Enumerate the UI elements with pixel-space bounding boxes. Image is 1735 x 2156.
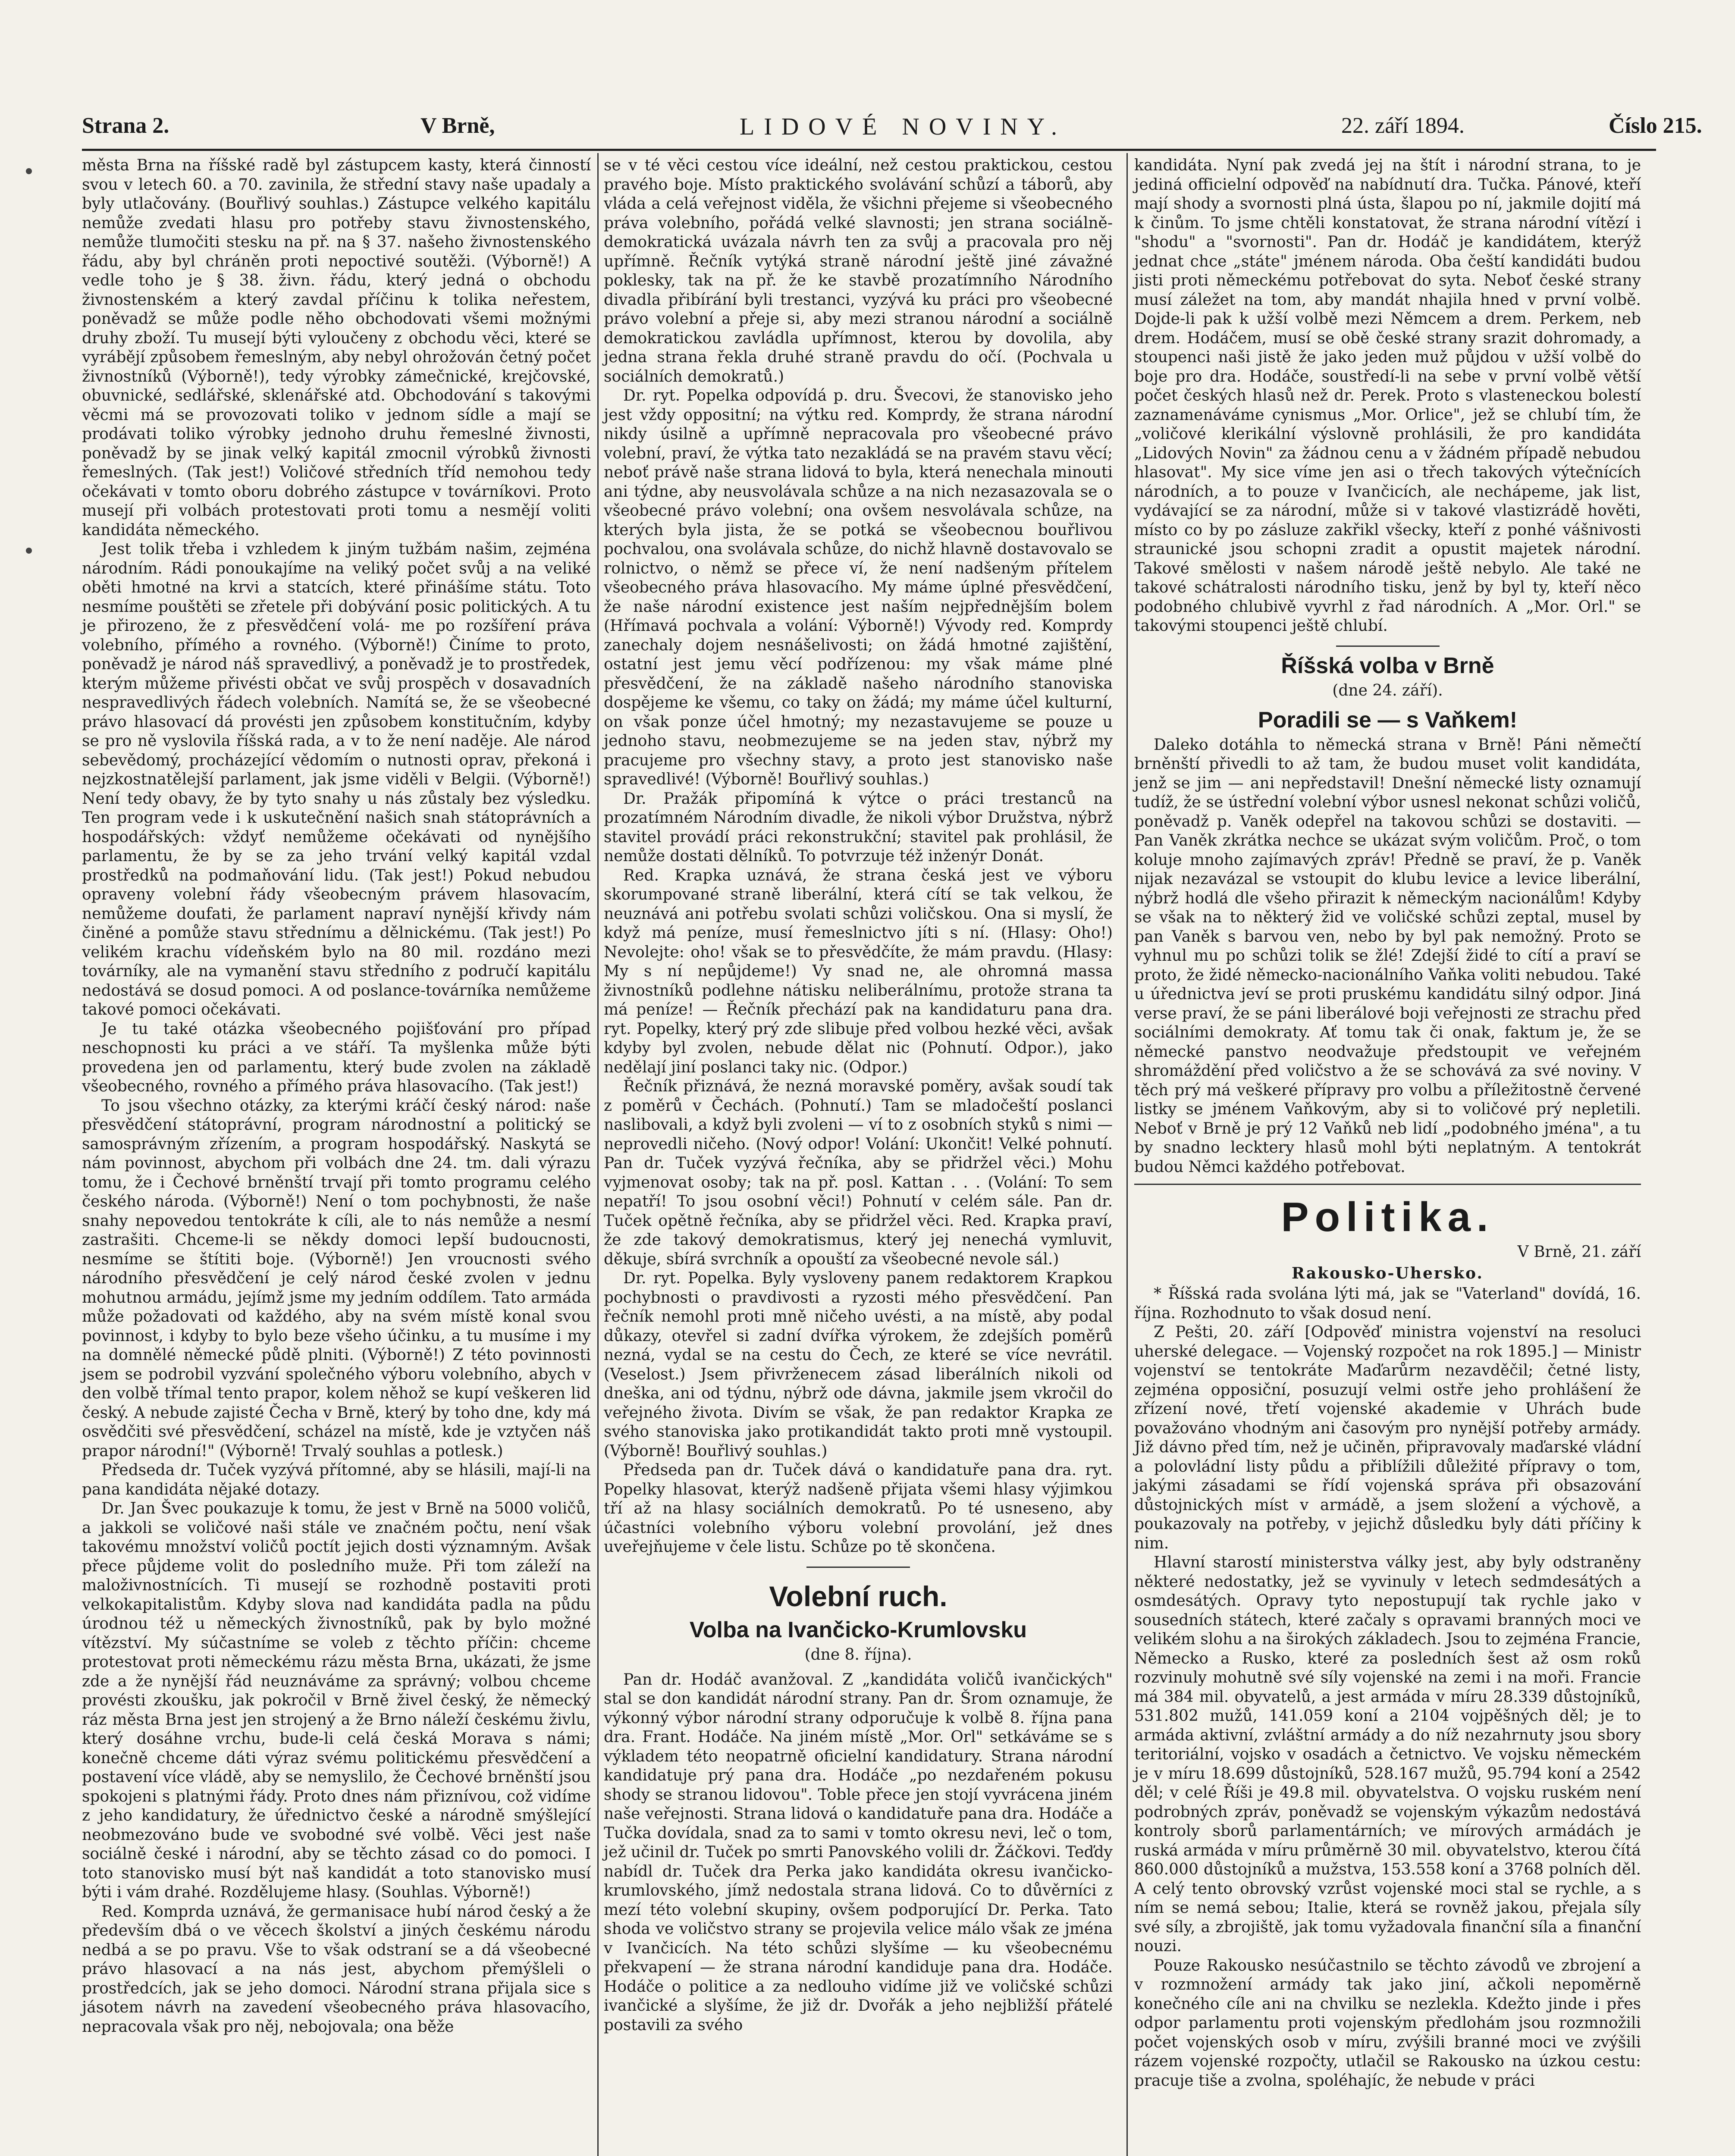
- section-heading-volebni-ruch: Volební ruch.: [769, 1580, 948, 1612]
- margin-mark: [26, 548, 32, 554]
- section-divider: [1134, 1184, 1641, 1185]
- article-paragraph: Red. Krapka uznává, že strana česká jest ve výboru skorumpované straně liberální, která cítí se tak velkou, že neuznává ani potřebu svolati schůzi voličskou. Ona si myslí, že když má peníze, musí řemeslnictvo jíti s ní. (Hlasy: Oho!) Nevolejte: oho! však se to přesvědčíte, že mám pravdu. (Hlasy: My s ní nepůjdeme!) Vy snad ne, ale ohromná massa živnostníků podlehne nátisku neliberálnímu, protože strana ta má peníze! — Řečník přechází pak na kandidaturu pana dra. ryt. Popelky, který prý zde slibuje před volbou hezké věci, avšak kdyby byl zvolen, nebude dělat nic (Pohnutí. Odpor.), jako nedělají jiní poslanci taky nic. (Odpor.): [604, 866, 1113, 1076]
- article-paragraph: Pan dr. Hodáč avanžoval. Z „kandidáta voličů ivančických" stal se don kandidát národní strany. Pan dr. Šrom oznamuje, že výkonný výbor národní strany odporučuje k volbě 8. října pana dra. Frant. Hodáče. Na jiném místě „Mor. Orl" setkáváme se s výkladem této neopatrně oficielní kandidatury. Strana národní kandidatuje prý pana dra. Hodáče „po nezdařeném pokusu shody se stranou lidovou". Toble přece jen stojí vyvrácena jiném naše veřejnosti. Strana lidová o kandidatuře pana dra. Hodáče a Tučka dovídala, snad za to sami v tomto okresu nevi, leč o tom, jež učinil dr. Tuček po smrti Panovského volili dr. Žáčkovi. Teďdy nabídl dr. Tuček dra Perka jako kandidáta okresu ivančicko-krumlovského, jímž nedostala strana lidová. Co to důvěrníci z mezí této volební skupiny, ovšem podporující Dr. Perka. Tato shoda ve voličstvo strany se projevila velice málo však ze jména v Ivančicích. Na této schůzi slyšíme — ku všeobecnému překvapení — že strana národní kandiduje pana dra. Hodáče. Hodáče o politice a za nedlouho vidíme již ve voličské schůzi ivančické a slyšíme, že již dr. Dvořák a jeho nejbližší přátelé postavili za svého: [604, 1670, 1113, 2034]
- article-dateline: (dne 8. října).: [804, 1645, 912, 1664]
- article-paragraph: Předseda pan dr. Tuček dává o kandidatuře pana dra. ryt. Popelky hlasovat, kterýž nadšeně přijata všemi hlasy výjimkou tří až na hlasy sociálních demokratů. Po té usneseno, aby účastníci volebního výboru volební provolání, jež dnes uveřejňujeme v čele listu. Schůze po tě skončena.: [604, 1461, 1113, 1556]
- article-paragraph: Dr. ryt. Popelka odpovídá p. dru. Švecovi, že stanovisko jeho jest vždy oppositní; na výtku red. Komprdy, že strana národní nikdy úsilně a upřímně nepracovala pro všeobecné právo volební, praví, že výtka tato nezakládá se na pravém stavu věcí; neboť právě naše strana lidová to byla, která nenechala minouti ani týdne, aby neusvolávala schůze a na nich nezasazovala se o všeobecné právo volební; ona ovšem nesvolávala schůze, na kterých byla jista, že se potká se všeobecnou bouřlivou pochvalou, ona svolávala schůze, do nichž hlavně dostavovalo se rolnictvo, o němž se přece ví, že není nadšeným přítelem všeobecného práva hlasovacího. My máme úplné přesvědčení, že naše národní existence jest naším nejpřednějším bolem (Hřímavá pochvala a volání: Výborně!) Vývody red. Komprdy zanechaly dojem nesnášelivosti; on žádá hmotné zajištění, ostatní jest jemu věcí podřízenou: my však máme plné přesvědčení, že na základě našeho národního stanoviska dospějeme ke všemu, co taky on žádá; my máme účel kulturní, on však ponze účel hmotný; my nezastavujeme se pouze u jednoho stavu, neobmezujeme se na jeden stav, nýbrž my pracujeme pro všechny stavy, a proto jest stanovisko naše spravedlivé! (Výborně! Bouřlivý souhlas.): [604, 387, 1113, 788]
- section-divider: [806, 1567, 910, 1568]
- article-paragraph: Jest tolik třeba i vzhledem k jiným tužbám našim, zejména národním. Rádi ponoukajíme na veliký počet svůj a na veliké oběti hmotné na krvi a statcích, které přinášíme státu. Toto nesmíme pouštěti se zřetele při dobývání posic politických. A tu je přirozeno, že z přesvědčení volá- me po rozšíření práva volebního, přímého a rovného. (Výborně!) Činíme to proto, poněvadž je národ náš spravedlivý, a poněvadž je to prostředek, kterým můžeme přivésti občat ve svůj prospěch v dosavadních nespravedlivých řádech volebních. Namítá se, že se všeobecné právo hlasovací dá provésti jen způsobem konstitučním, kdyby se pro ně vyslovila říšská rada, a v to že není naděje. Ale národ sebevědomý, procházející vědomím o nutnosti oprav, překoná i nejzkostnatělejší parlament, jak jsme viděli v Belgii. (Výborně!) Není tedy obavy, že by tyto snahy u nás zůstaly bez výsledku. Ten program vede i k uskutečnění našich snah státoprávních a hospodářských: vždyť nemůžeme očekávati od nynějšího parlamentu, že by se za jeho trvání velký kapitál vzdal prostředků na podmaňování lidu. (Tak jest!) Pokud nebudou opraveny volební řády všeobecným právem hlasovacím, nemůžeme doufati, že parlament napraví nynější křivdy nám činěné a pomůže stavu střednímu a dělnickému. (Tak jest!) Po velikém krachu vídeňském bylo na 80 mil. rozdáno mezi továrníky, ale na vymanění stavu středního z područí kapitálu nedostává se dosud pomoci. A od poslance-továrníka nemůžeme takové pomoci očekávati.: [82, 540, 591, 1018]
- section-divider: [1336, 646, 1440, 647]
- article-paragraph: se v té věci cestou více ideální, než cestou praktickou, cestou pravého boje. Místo praktického svolávání schůzí a táborů, aby vláda a celá veřejnost viděla, že všichni přejeme si všeobecného práva volebního, pořádá velké slavnosti; jen strana sociálně-demokratická uvázala návrh ten za svůj a pracovala pro něj upřímně. Řečník vytýká straně národní ještě jiné závažné poklesky, tak na př. že ke stavbě prozatímního Národního divadla přibírání byli trestanci, vyzývá ku práci pro všeobecné právo volební a přeje si, aby mezi stranou národní a sociálně demokratickou zavládla upřímnost, kterou by dovolila, aby jedna strana řekla druhé straně pravdu do očí. (Pochvala u sociálních demokratů.): [604, 157, 1113, 385]
- column-2: [604, 156, 1113, 2035]
- article-paragraph: Řečník přiznává, že nezná moravské poměry, avšak soudí tak z poměrů v Čechách. (Pohnutí.) Tam se mladočeští poslanci naslibovali, a když byli zvoleni — ví to z osobních styků s nimi — neprovedli ničeho. (Nový odpor! Volání: Ukončit! Velké pohnutí. Pan dr. Tuček vyzývá řečníka, aby se přidržel věci.) Mohu vyjmenovat osoby; tak na př. posl. Kattan . . . (Volání: To sem nepatří! To jsou osobní věci!) Pohnutí v celém sále. Pan dr. Tuček opětně řečníka, aby se přidržel věci. Red. Krapka praví, že zde takový demokratismus, který jej nenechá vymluvit, děkuje, sbírá svrchník a opouští za všeobecné nevole sál.): [604, 1078, 1113, 1268]
- article-paragraph: Hlavní starostí ministerstva války jest, aby byly odstraněny některé nedostatky, jež se vyvinuly v letech sedmdesátých a osmdesátých. Opravy tyto nepostupují tak rychle jako v sousedních státech, které začaly s opravami branných moci ve velikém slohu a na širokých základech. Jsou to zejména Francie, Německo a Rusko, které za posledních šest až osm roků rozvinuly mohutně své síly vojenské na zemi i na moři. Francie má 384 mil. obyvatelů, a jest armáda v míru 28.339 důstojníků, 531.802 mužů, 141.059 koní a 2104 vojpěšných děl; je to armáda aktivní, zvláštní armády a do níž nezahrnuty jsou sbory teritoriální, vojsko v osadách a četnictvo. Ve vojsku německém je v míru 18.699 důstojníků, 528.167 mužů, 95.794 koní a 2542 děl; v celé Říši je 49.8 mil. obyvatelstva. O vojsku ruském není podrobných zpráv, poněvadž se vojenským výkazům nedostává kontroly sborů parlamentárních; ve mírových armádách je ruská armáda v míru průměrně 30 mil. obyvatelstvo, kterou čítá 860.000 důstojníků a mužstva, 153.558 koní a 3768 polních děl. A celý tento obrovský vzrůst vojenské moci stal se rychle, a s ním se nemá sebou; Italie, která se rovněž jakou, přejala síly své síly, a zbrojiště, jak tomu vyžadovala finanční síla a finanční nouzi.: [1134, 1554, 1641, 1955]
- article-paragraph: Pouze Rakousko nesúčastnilo se těchto závodů ve zbrojení a v rozmnožení armády tak jako jiní, ačkoli nepoměrně konečného cíle ani na chvilku se nezlekla. Kdežto jinde i přes odpor parlamentu proti vojenským předlohám jsou rozmnožili počet vojenských osob v míru, zvýšili branné moci ve zvýšili rázem vojenské rozpočty, utlačil se Rakousko na úzkou cestu: pracuje tiše a zvolna, spoléhajíc, že nebude v práci: [1134, 1956, 1641, 2090]
- article-heading: Volba na Ivančicko-Krumlovsku: [689, 1617, 1027, 1642]
- masthead-rule: [82, 149, 1656, 151]
- article-paragraph: Daleko dotáhla to německá strana v Brně! Páni němečtí brněnští přivedli to až tam, že budou muset volit kandidáta, jenž se jim — ani nepředstavil! Dnešní německé listy oznamují tudíž, že se ústřední volební výbor usnesl nekonat schůzi voličů, poněvadž p. Vaněk odepřel na takovou schůzi se dostaviti. — Pan Vaněk zkrátka nechce se ukázat svým voličům. Proč, o tom koluje mnoho zajímavých zpráv! Předně se praví, že p. Vaněk nijak nezavázal se vstoupit do klubu levice a levice liberální, nýbrž hodlá dle všeho přirazit k německým nacionálům! Kdyby se však na to některý žid ve voličské schůzi zeptal, musel by pan Vaněk s barvou ven, nebo by byl pak nemožný. Proto se vyhnul mu po schůzi tolik se žlé! Zdejší židé to cítí a praví se proto, že židé německo-nacionálního Vaňka voliti nebudou. Také u úřednictva jeví se proti pruskému kandidátu silný odpor. Jiná verse praví, že se páni liberálové boji veřejnosti ze strachu před sociálními demokraty. Ať tomu tak či onak, faktum je, že se německé panstvo neodvažuje předstoupit ve veřejném shromáždění před voličstvo a že se schovává za své noviny. V těch prý má veškeré přípravy pro volbu a příležitostně červené listky se jménem Vaňkovým, aby si to voličové prý nepletili. Neboť v Brně je prý 12 Vaňků neb lidí „podobného jména", a tu by snadno lecktery hlasů mohl býti neplatným. A tentokrát budou Němci každého potřebovat.: [1134, 736, 1641, 1176]
- article-heading-riska-volba: Říšská volba v Brně: [1281, 653, 1494, 678]
- article-paragraph: Dr. Pražák připomíná k výtce o práci trestanců na prozatímném Národním divadle, že nikoli výbor Družstva, nýbrž stavitel provádí práci rekonstrukční; stavitel pak prohlásil, že nemůže dostati dělníků. To potvrzuje též inženýr Donát.: [604, 790, 1113, 865]
- article-paragraph: Z Pešti, 20. září [Odpověď ministra vojenství na resoluci uherské delegace. — Vojenský rozpočet na rok 1895.] — Ministr vojenství se tentokráte Maďarůrm nezavděčil; četné listy, zejména opposiční, posuzují velmi ostře jeho prohlášení že zřízení nové, třetí vojenské akademie v Uhrách bude považováno vhodným ani časovým pro nynější potřeby armády. Již dávno před tím, než je učiněn, připravovaly maďarské vládní a polovládní listy půdu a přiblížili důležité přípravy o tom, jakými zásadami se řídí vojenská správa při obsazování důstojnických míst v armádě, a jsem složení a výchově, a poukazovaly na potřeby, v jejichž důsledku byly dáti příčiny k nim.: [1134, 1323, 1641, 1552]
- article-paragraph: Předseda dr. Tuček vyzývá přítomné, aby se hlásili, mají-li na pana kandidáta nějaké dotazy.: [82, 1461, 591, 1498]
- newspaper-title: LIDOVÉ NOVINY.: [740, 113, 1067, 140]
- article-paragraph: kandidáta. Nyní pak zvedá jej na štít i národní strana, to je jediná officielní odpověď na nabídnutí dra. Tučka. Pánové, kteří mají shody a svornosti plná ústa, šlapou po ní, jakmile dojití má k činům. To jsme chtěli konstatovat, že strana národní vítězí i "shodu" a "svornosti". Pan dr. Hodáč je kandidátem, kterýž jednat chce „státe" jménem národa. Oba čeští kandidáti budou jisti proti německému potřebovat do syta. Neboť české strany musí záležet na tom, aby mandát nhajila hned v první volbě. Dojde-li pak k užší volbě mezi Němcem a drem. Perkem, neb drem. Hodáčem, musí se obě české strany srazit dohromady, a stoupenci naši jistě že jako jeden muž půjdou v užší volbě do boje pro dra. Hodáče, soustředí-li na sebe v první volbě větší počet českých hlasů než dr. Perek. Proto s vlasteneckou bolestí zaznamenáváme cynismus „Mor. Orlice", jež se chlubí tím, že „voličové klerikální výslovně prohlásili, že pro kandidáta „Lidových Novin" za žádnou cenu a v žádném případě nebudou hlasovat". My sice víme jen asi o třech takových výtečnících národních, a to pouze v Ivančicích, ale nechápeme, jak list, vydávající se za národní, může si v takové vlastizrádě hověti, místo co by po zásluze zakřikl všecky, kteří z ponhé vášnivosti straunické jsou schopni zradit a opustit majetek národní. Takové smělosti v našem národě ještě nebylo. Ale také ne takové schátralosti národního tisku, jenž by byl ty, kteří něco podobného chlubivě vyvrhl z řad národních. A „Mor. Orl." se takovými stoupenci ještě chlubí.: [1134, 157, 1641, 635]
- section-heading-politika: Politika.: [1281, 1194, 1494, 1240]
- column-divider: [1126, 153, 1128, 2156]
- section-subheading: Rakousko-Uhersko.: [1292, 1264, 1484, 1282]
- page-number: Strana 2.: [82, 113, 169, 138]
- issue-date: 22. září 1894.: [1341, 113, 1465, 138]
- column-1: [82, 156, 591, 2037]
- column-3: [1134, 156, 1641, 2090]
- section-dateline: V Brně, 21. září: [1517, 1243, 1641, 1261]
- article-paragraph: města Brna na říšské radě byl zástupcem kasty, která činností svou v letech 60. a 70. zavinila, že střední stavy naše upadaly a byly utlačovány. (Bouřlivý souhlas.) Zástupce velkého kapitálu nemůže zvedati hlasu pro potřeby stavu živnostenského, nemůže tlumočiti stesku na př. na § 37. našeho živnostenského řádu, aby byl chráněn proti nepoctivé soutěži. (Výborně!) A vedle toho je § 38. živn. řádu, který jedná o obchodu živnostenském a který zavdal příčinu k tolika neřestem, poněvadž se může podle něho obchodovati všemi možnými druhy zboží. Tu musejí býti vyloučeny z obchodu věci, které se vyrábějí způsobem řemeslným, aby nebyl ohrožován četný počet živnostníků (Výborně!), tedy výrobky zámečnické, krejčovské, obuvnické, sedlářské, sklenářské atd. Obchodování s takovými věcmi má se provozovati toliko v jednom sídle a mají se prodávati toliko výrobky jednoho druhu řemeslné živnosti, poněvadž by se jinak velký kapitál zmocnil výrobků živnosti řemeslných. (Tak jest!) Voličové středních tříd nemohou tedy očekávati v tomto oboru dobrého zástupce v továrníkovi. Proto musejí při volbách protestovati proti tomu a nesmějí voliti kandidáta německého.: [82, 157, 591, 539]
- column-divider: [597, 153, 599, 2156]
- article-dateline: (dne 24. září).: [1332, 681, 1443, 699]
- article-paragraph: Je tu také otázka všeobecného pojišťování pro případ neschopnosti ku práci a ve stáří. Ta myšlenka může býti provedena jen od parlamentu, který bude zvolen na základě všeobecného, rovného a přímého práva hlasovacího. (Tak jest!): [82, 1020, 591, 1095]
- margin-mark: [26, 168, 32, 174]
- article-paragraph: Dr. Jan Švec poukazuje k tomu, že jest v Brně na 5000 voličů, a jakkoli se voličové naši stále ve značném počtu, není však takovému množství voličů poctít jejich dosti významným. Avšak přece půjdeme volit do posledního muže. Při tom záleží na maloživnostnících. Ti musejí se rozhodně postaviti proti velkokapitalistům. Kdyby slova nad kandidáta padla na půdu úrodnou též u německých živnostníků, pak by bylo možné vítězství. My súčastníme se voleb z těchto příčin: chceme protestovat proti německému rázu města Brna, ukázati, že jsme zde a že nynější řád neuznáváme za správný; volbou chceme provésti zkoušku, jak pokročil v Brně živel český, že německý ráz města Brna jest jen strojený a že Brno náleží českému živlu, který dosáhne vrchu, bude-li celá česká Morava s námi; konečně chceme dáti výraz svému politickému přesvědčení a postavení více vládě, aby se nemyslilo, že Čechové brněnští jsou spokojeni s platnými řády. Proto dnes nám přiznívou, což vidíme z jeho kandidatury, že úřednictvo české a národně smýšlející neobmezováno bude ve svobodné své volbě. Věci jest naše sociálně české i národní, aby se těchto zásad co do pomoci. I toto stanovisko musí být naš kandidát a toto stanovisko musí býti i vám drahé. Rozdělujeme hlasy. (Souhlas. Výborně!): [82, 1500, 591, 1901]
- masthead-city: V Brně,: [420, 113, 495, 138]
- article-paragraph: Red. Komprda uznává, že germanisace hubí národ český a že především dbá o ve věcech školství a jiných českému národu nedbá a se po pravu. Vše to však odstraní se a dá všeobecné právo hlasovací a na nás jest, abychom přemýšleli o prostředcích, jak se jeho domoci. Národní strana přijala sice s jásotem návrh na zavedení všeobecného práva hlasovacího, nepracovala však pro něj, nebojovala; ona běže: [82, 1902, 591, 2036]
- masthead: [82, 113, 1702, 143]
- article-paragraph: Dr. ryt. Popelka. Byly vysloveny panem redaktorem Krapkou pochybnosti o pravdivosti a ryzosti mého přesvědčení. Pan řečník nemohl proti mně ničeho uvésti, a na místě, aby podal důkazy, otevřel si zadní dvířka výrokem, že zdejších poměrů nezná, vydal se na cestu do Čech, ze které se více nevrátil. (Veselost.) Jsem přivrženecem zásad liberálních nikoli od dneška, ani od týdnu, nýbrž ode dávna, jakmile jsem vkročil do veřejného života. Divím se však, že pan redaktor Krapka ze svého stanoviska jako protikandidát takto proti mně vystoupil. (Výborně! Bouřlivý souhlas.): [604, 1269, 1113, 1460]
- article-subheading: Poradili se — s Vaňkem!: [1258, 707, 1518, 733]
- issue-number: Číslo 215.: [1609, 113, 1702, 138]
- article-paragraph: * Říšská rada svolána lýti má, jak se "Vaterland" dovídá, 16. října. Rozhodnuto to však dosud není.: [1134, 1285, 1641, 1322]
- article-paragraph: To jsou všechno otázky, za kterými kráčí český národ: naše přesvědčení státoprávní, program národnostní a politický se samosprávným zřízením, a program hospodářský. Naskytá se nám povinnost, abychom při volbách dne 24. tm. dali výrazu tomu, že i Čechové brněnští trvají při tomto programu celého českého národa. (Výborně!) Není o tom pochybnosti, že naše snahy nepovedou tentokráte k cíli, ale to nás nemůže a nesmí zastrašiti. Chceme-li se někdy domoci lepší budoucnosti, nesmíme se štítiti boje. (Výborně!) Jen vroucnosti svého národního přesvědčení je celý národ české zvolen v jednu mohutnou armádu, jejímž jsme my jedním oddílem. Tato armáda může požadovati od každého, aby na svém místě konal svou povinnost, i kdyby to bylo beze všeho účinku, a tu musíme i my na domnělé německé půdě plniti. (Výborně!) Z této povinnosti jsem se podrobil vyzvání společného výboru volebního, abych v den volbě třímal tento prapor, kolem něhož se kupí veškeren lid český. A nebude zajisté Čecha v Brně, který by toho dne, kdy má osvědčiti své přesvědčení, scházel na místě, kde je vztyčen náš prapor národní!" (Výborně! Trvalý souhlas a potlesk.): [82, 1097, 591, 1460]
